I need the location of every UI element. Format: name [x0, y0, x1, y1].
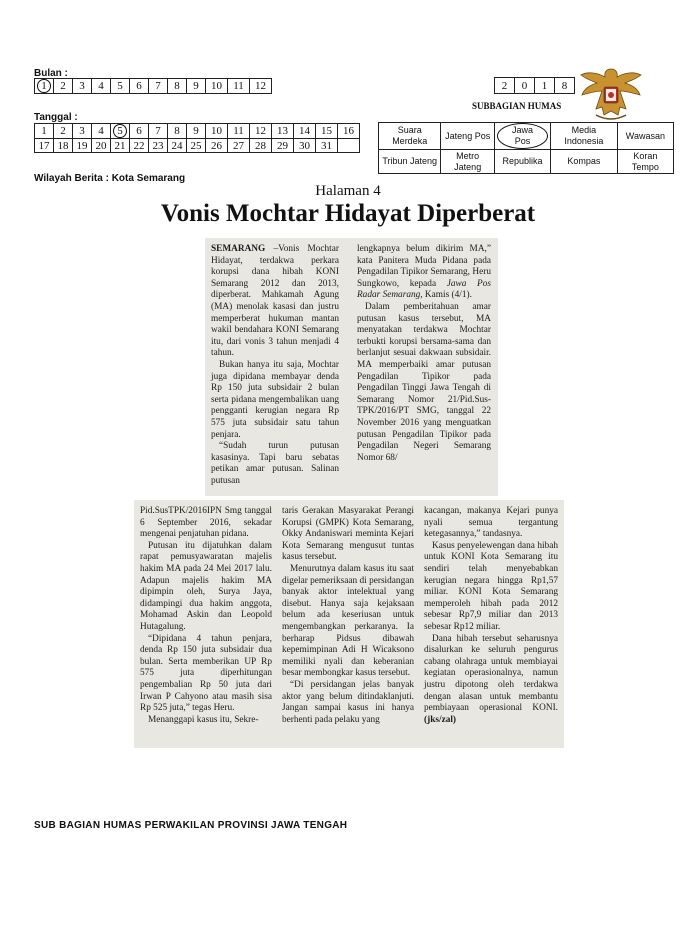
bulan-cell-selected: 1 — [37, 79, 51, 93]
paragraph: kacangan, makanya Kejari punya nyali semua tergantung ketegasannya,” tandasnya. — [424, 506, 558, 540]
bulan-cell: 8 — [168, 79, 187, 94]
tanggal-cell: 7 — [149, 124, 168, 139]
paragraph: “Di persidangan jelas banyak aktor yang belum ditindaklanjuti. Jangan sampai kasus ini hanya berhenti pada pelaku yang — [282, 679, 414, 725]
media-cell: Republika — [494, 150, 550, 174]
bulan-cell: 7 — [149, 79, 168, 94]
tanggal-cell — [338, 139, 360, 153]
paragraph: Dalam pemberitahuan amar putusan kasus tersebut, MA menyatakan terdakwa Mochtar terbukti korupsi bersama-sama dan berlanjut sesuai dakwaan subsidair. MA memperbaiki amar putusan Pengadilan Tipikor pada Pengadilan Tinggi Jawa Tengah di Semarang Nomor 21/Pid.Sus-TPK/2016/PT SMG, tanggal 22 November 2016 yang menguatkan putusan Pengadilan Tipikor pada Pengadilan Negeri Semarang Nomor 68/ — [357, 301, 491, 463]
media-table — [378, 122, 674, 174]
media-cell: Tribun Jateng — [379, 150, 441, 174]
tanggal-cell: 19 — [73, 139, 92, 153]
clip2-column-2 — [282, 506, 414, 726]
tanggal-cell: 3 — [73, 124, 92, 139]
tanggal-cell: 25 — [187, 139, 206, 153]
paragraph: taris Gerakan Masyarakat Perangi Korupsi (GMPK) Kota Semarang, Okky Andaniswari meminta Kejari Kota Semarang mengusut tuntas kasus tersebut. — [282, 506, 414, 563]
tanggal-cell: 13 — [272, 124, 294, 139]
tanggal-cell: 21 — [111, 139, 130, 153]
paragraph: Putusan itu dijatuhkan dalam rapat pemusyawaratan majelis hakim MA pada 24 Mei 2017 lalu. Adapun majelis hakim MA dipimpin oleh, Surya Jaya, didampingi dua hakim anggota, Mohamad Askin dan Leopold Hutagalung. — [140, 540, 272, 632]
tanggal-cell: 6 — [130, 124, 149, 139]
tanggal-cell: 2 — [54, 124, 73, 139]
tanggal-cell: 31 — [316, 139, 338, 153]
headline: Vonis Mochtar Hidayat Diperberat — [160, 200, 536, 227]
media-cell: Wawasan — [617, 123, 673, 150]
clip1-column-2 — [357, 244, 491, 464]
tanggal-cell: 14 — [294, 124, 316, 139]
bulan-cell: 6 — [130, 79, 149, 94]
tanggal-cell: 22 — [130, 139, 149, 153]
year-digit: 0 — [515, 78, 535, 94]
tanggal-cell — [111, 124, 130, 139]
paragraph: “Dipidana 4 tahun penjara, denda Rp 150 juta subsidair dua bulan. Serta memberikan UP Rp 575 juta diperhitungan pengembalian Rp 50 juta dari Irwan P Cahyono atau masih sisa Rp 525 juta,” tegas Heru. — [140, 633, 272, 714]
tanggal-cell: 23 — [149, 139, 168, 153]
page-number: Halaman 4 — [315, 183, 381, 199]
wilayah-berita: Wilayah Berita : Kota Semarang — [34, 173, 186, 184]
year-boxes — [494, 77, 575, 94]
media-cell: Metro Jateng — [441, 150, 495, 174]
footer-office: SUB BAGIAN HUMAS PERWAKILAN PROVINSI JAWA TENGAH — [34, 820, 348, 831]
bulan-label: Bulan : — [34, 68, 68, 79]
paragraph: –Vonis Mochtar Hidayat, terdakwa perkara korupsi dana hibah KONI Semarang 2012 dan 2013, diperberat. Mahkamah Agung (MA) menolak kasasi dan justru memperberat hukuman mantan wakil bendahara KONI Semarang itu, dari vonis 3 tahun menjadi 4 tahun. — [211, 244, 339, 359]
tanggal-cell: 16 — [338, 124, 360, 139]
subbagian-title: SUBBAGIAN HUMAS — [472, 101, 562, 111]
tanggal-cell-selected: 5 — [113, 124, 127, 138]
paragraph: Menurutnya dalam kasus itu saat digelar pemeriksaan di persidangan banyak aktor intelektual yang disebut. Hanya saja kejaksaan belum ada keseriusan untuk mengembangkan perkaranya. Ia berharap Pidsus dibawah kepemimpinan Adi H Wicaksono memiliki nyali dan keberanian besar membongkar kasus tersebut. — [282, 563, 414, 679]
clip1-column-1 — [211, 244, 339, 487]
tanggal-cell: 26 — [206, 139, 228, 153]
bulan-cell: 2 — [54, 79, 73, 94]
tanggal-label: Tanggal : — [34, 112, 78, 123]
tanggal-cell: 30 — [294, 139, 316, 153]
bulan-cell: 10 — [206, 79, 228, 94]
garuda-emblem-icon — [578, 63, 644, 125]
tanggal-cell: 15 — [316, 124, 338, 139]
paragraph: lengkapnya belum dikirim MA,” kata Panitera Muda Pidana pada Pengadilan Tipikor Semarang, Heru Sungkowo, kepada — [357, 244, 491, 289]
tanggal-cell: 1 — [35, 124, 54, 139]
paragraph: “Sudah turun putusan kasasinya. Tapi baru sebatas petikan amar putusan. Salinan putusan — [211, 441, 339, 486]
tanggal-cell: 27 — [228, 139, 250, 153]
bulan-cell: 11 — [228, 79, 250, 94]
bulan-table — [34, 78, 272, 94]
media-cell: Media Indonesia — [550, 123, 617, 150]
media-cell: Jateng Pos — [441, 123, 495, 150]
dateline: SEMARANG — [211, 244, 266, 254]
paragraph: Pid.SusTPK/2016IPN Smg tanggal 6 September 2016, sekadar mengenai penjatuhan pidana. — [140, 506, 272, 540]
tanggal-table — [34, 123, 360, 153]
tanggal-cell: 29 — [272, 139, 294, 153]
paragraph: Menanggapi kasus itu, Sekre- — [148, 714, 259, 725]
bulan-cell: 9 — [187, 79, 206, 94]
bulan-cell: 12 — [250, 79, 272, 94]
year-digit: 2 — [495, 78, 515, 94]
year-digit: 1 — [535, 78, 555, 94]
paragraph: , Kamis (4/1). — [420, 290, 472, 301]
tanggal-cell: 12 — [250, 124, 272, 139]
tanggal-cell: 18 — [54, 139, 73, 153]
tanggal-cell: 4 — [92, 124, 111, 139]
bulan-cell: 5 — [111, 79, 130, 94]
paragraph: Dana hibah tersebut seharusnya disalurkan ke seluruh pengurus cabang olahraga untuk membiayai kegiatan operasionalnya, namun justru dipotong oleh terdakwa dengan alasan untuk membantu pembiayaan operasional KONI. — [424, 633, 558, 714]
tanggal-cell: 17 — [35, 139, 54, 153]
newspaper-name: Jawa Pos Radar Semarang — [357, 278, 491, 301]
clipping-part-1 — [205, 238, 498, 496]
bulan-cell: 4 — [92, 79, 111, 94]
clip2-column-1 — [140, 506, 272, 726]
paragraph: Bukan hanya itu saja, Mochtar juga dipidana membayar denda Rp 150 juta subsidair 2 bulan serta pidana mengembalikan uang pengganti kerugian negara Rp 575 juta subsidair satu tahun penjara. — [211, 359, 339, 440]
tanggal-cell: 10 — [206, 124, 228, 139]
year-digit: 8 — [555, 78, 575, 94]
clip2-column-3 — [424, 506, 558, 726]
bulan-cell — [35, 79, 54, 94]
clipping-part-2 — [134, 500, 564, 748]
paragraph: Kasus penyelewengan dana hibah untuk KONI Kota Semarang itu sendiri telah menyebabkan kerugian negara hingga Rp1,57 miliar. KONI Kota Semarang memperoleh hibah pada 2012 sebesar Rp7,9 miliar dan 2013 sebesar Rp12 miliar. — [424, 540, 558, 632]
tanggal-cell: 24 — [168, 139, 187, 153]
media-cell — [494, 123, 550, 150]
bulan-cell: 3 — [73, 79, 92, 94]
tanggal-cell: 20 — [92, 139, 111, 153]
media-cell: Kompas — [550, 150, 617, 174]
media-cell: Suara Merdeka — [379, 123, 441, 150]
media-selected: Jawa Pos — [497, 123, 548, 149]
tanggal-cell: 28 — [250, 139, 272, 153]
tanggal-cell: 9 — [187, 124, 206, 139]
media-cell: Koran Tempo — [617, 150, 673, 174]
tanggal-cell: 11 — [228, 124, 250, 139]
tanggal-cell: 8 — [168, 124, 187, 139]
author-signature: (jks/zal) — [424, 714, 457, 725]
